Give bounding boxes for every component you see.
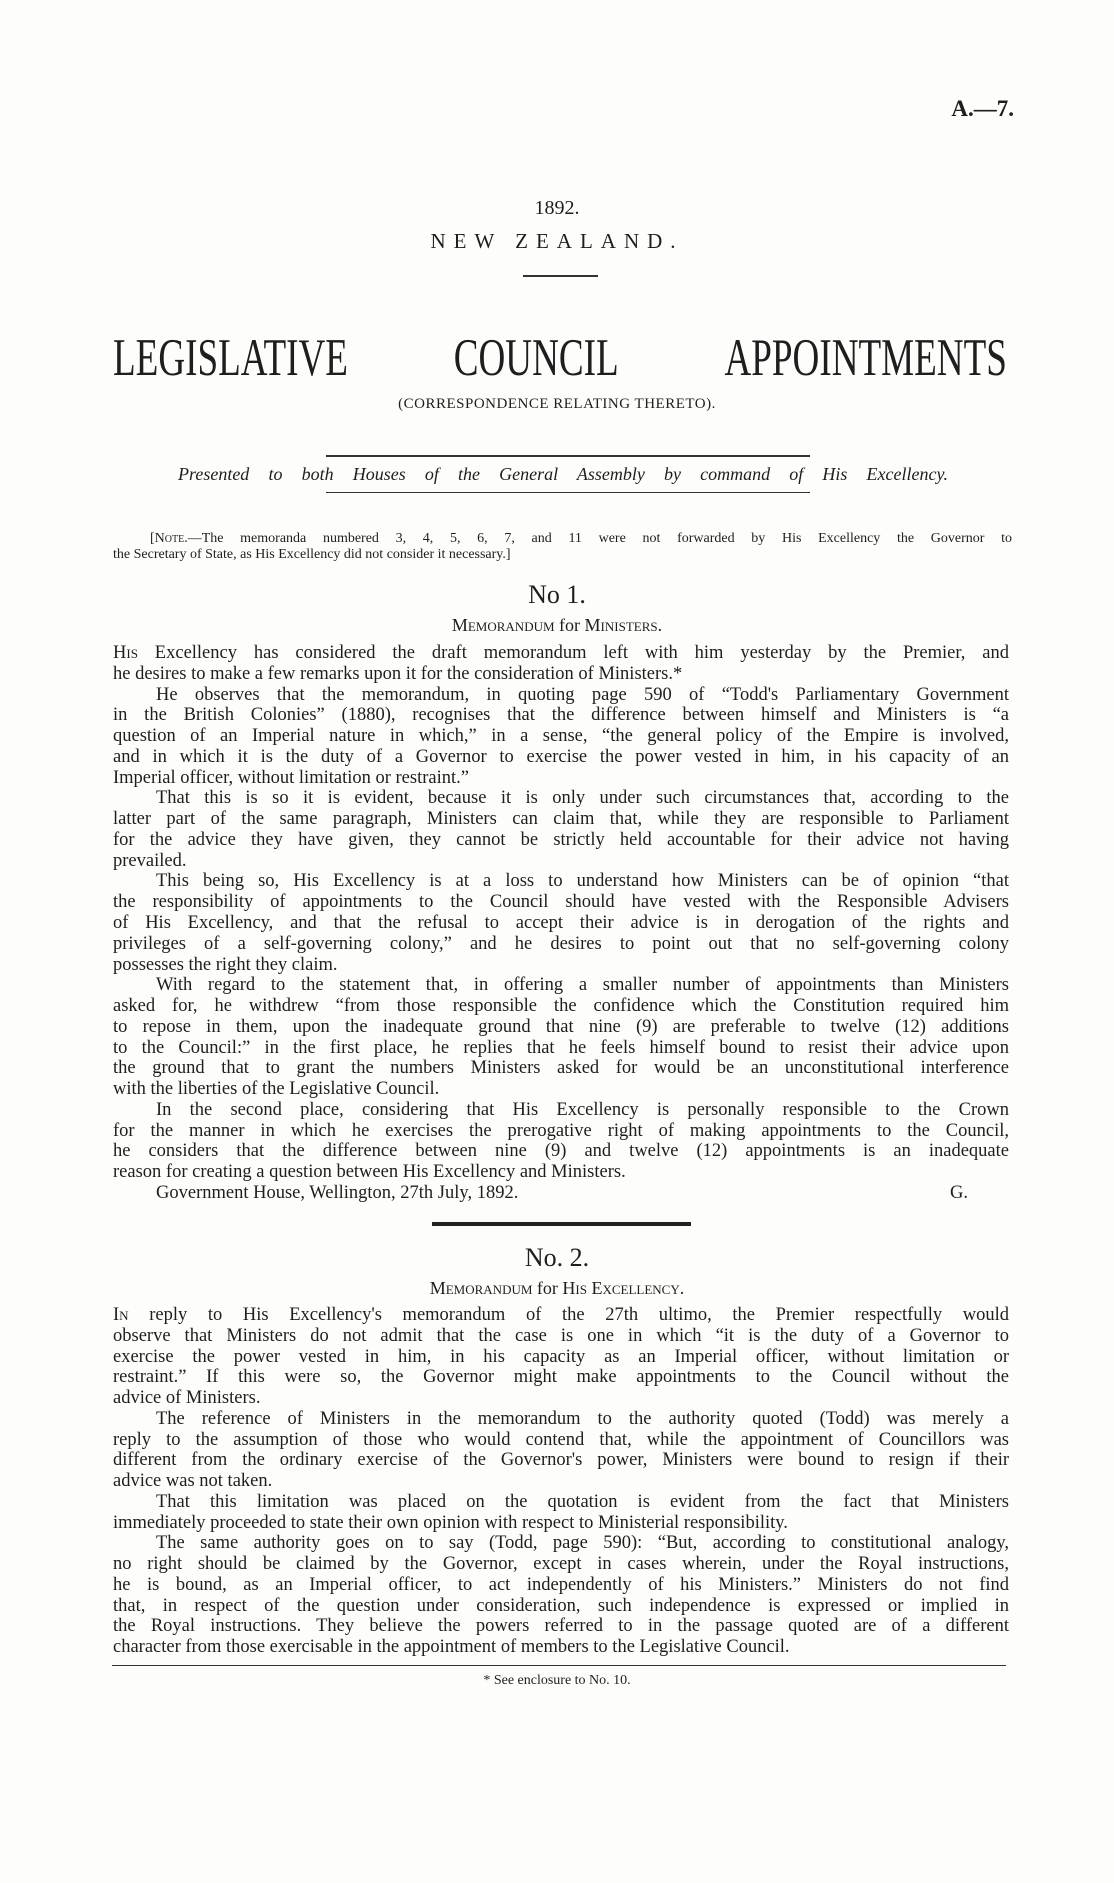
body-line: to the Council:” in the first place, he replies that he feels himself bound to resist their advice upon bbox=[113, 1037, 1009, 1058]
body-line: in the British Colonies” (1880), recognises that the difference between himself and Ministers is “a bbox=[113, 705, 1009, 726]
body-line: of His Excellency, and that the refusal to accept their advice is in derogation of the rights and bbox=[113, 913, 1009, 933]
body-line: reply to the assumption of those who would contend that, while the appointment of Councillors was bbox=[113, 1429, 1009, 1450]
body-line: to repose in them, upon the inadequate ground that nine (9) are preferable to twelve (12) additions bbox=[113, 1016, 1009, 1037]
divider bbox=[432, 1222, 691, 1226]
note-line-2: the Secretary of State, as His Excellency did not consider it necessary.] bbox=[113, 547, 511, 562]
divider bbox=[326, 492, 810, 493]
body-line: He observes that the memorandum, in quoting page 590 of “Todd's Parliamentary Government bbox=[156, 684, 1009, 705]
heading-part: His Excellency. bbox=[562, 1278, 685, 1298]
body-line: the responsibility of appointments to the Council should have vested with the Responsible Advisers bbox=[113, 892, 1009, 913]
body-line: that, in respect of the question under consideration, such independence is expressed or implied in bbox=[113, 1595, 1009, 1616]
footnote: * See enclosure to No. 10. bbox=[483, 1673, 631, 1688]
document-title bbox=[113, 328, 1007, 388]
note-text: —The memoranda numbered 3, 4, 5, 6, 7, and 11 were not forwarded by His Excellency the Governor to bbox=[187, 531, 1012, 546]
body-line: prevailed. bbox=[113, 850, 187, 871]
heading-part: Memorandum bbox=[429, 1278, 533, 1298]
body-line: privileges of a self-governing colony,” and he desires to point out that no self-governing colony bbox=[113, 933, 1009, 954]
note-lead: [Note. bbox=[150, 531, 188, 546]
line-text: Excellency has considered the draft memorandum left with him yesterday by the Premier, and bbox=[137, 643, 1009, 663]
heading-part: for bbox=[559, 615, 581, 635]
divider bbox=[523, 275, 598, 277]
memo-2-heading bbox=[0, 1278, 1114, 1299]
country-heading: NEW ZEALAND. bbox=[430, 229, 684, 253]
body-line: reason for creating a question between His Excellency and Ministers. bbox=[113, 1162, 626, 1183]
body-line: question of an Imperial nature in which,” in a sense, “the general policy of the Empire is involved, bbox=[113, 726, 1009, 747]
body-line: no right should be claimed by the Governor, except in cases wherein, under the Royal instructions, bbox=[113, 1554, 1009, 1574]
memo-2-number: No. 2. bbox=[524, 1243, 590, 1272]
lead-word: In bbox=[113, 1305, 129, 1325]
body-line: advice was not taken. bbox=[113, 1471, 273, 1491]
title-word: APPOINTMENTS bbox=[724, 329, 1007, 387]
body-line: The reference of Ministers in the memorandum to the authority quoted (Todd) was merely a bbox=[156, 1408, 1009, 1429]
body-line: That this limitation was placed on the quotation is evident from the fact that Ministers bbox=[156, 1491, 1009, 1512]
body-line: with the liberties of the Legislative Council. bbox=[113, 1079, 440, 1100]
memo-1-number: No 1. bbox=[528, 580, 586, 609]
body-line: and in which it is the duty of a Governor to exercise the power vested in him, in his capacity of an bbox=[113, 746, 1009, 767]
memo-1-signature: G. bbox=[950, 1183, 968, 1203]
lead-word: His bbox=[113, 643, 138, 663]
body-line: latter part of the same paragraph, Ministers can claim that, while they are responsible to Parliament bbox=[113, 809, 1009, 830]
body-line: character from those exercisable in the appointment of members to the Legislative Council. bbox=[113, 1637, 790, 1657]
body-line: In the second place, considering that His Excellency is personally responsible to the Crown bbox=[156, 1099, 1009, 1120]
body-line: observe that Ministers do not admit that the case is one in which “it is the duty of a Governor to bbox=[113, 1325, 1009, 1346]
document-year: 1892. bbox=[534, 197, 580, 219]
body-line bbox=[113, 643, 1009, 663]
body-line: With regard to the statement that, in offering a smaller number of appointments than Ministers bbox=[156, 975, 1009, 996]
title-word: COUNCIL bbox=[453, 329, 619, 387]
footnote-divider bbox=[112, 1665, 1006, 1666]
body-line: for the manner in which he exercises the prerogative right of making appointments to the Council, bbox=[113, 1120, 1009, 1141]
body-line: immediately proceeded to state their own opinion with respect to Ministerial responsibility. bbox=[113, 1512, 788, 1533]
title-word: LEGISLATIVE bbox=[113, 329, 348, 387]
body-line: for the advice they have given, they cannot be strictly held accountable for their advice not having bbox=[113, 829, 1009, 850]
body-line: exercise the power vested in him, in his capacity as an Imperial officer, without limitation or bbox=[113, 1346, 1009, 1367]
body-line: the ground that to grant the numbers Ministers asked for would be an unconstitutional interference bbox=[113, 1058, 1009, 1079]
note-line-1 bbox=[150, 531, 1012, 547]
body-line bbox=[113, 1305, 1009, 1325]
heading-part: Memorandum bbox=[451, 615, 555, 635]
body-line: Imperial officer, without limitation or restraint.” bbox=[113, 767, 469, 788]
body-line: asked for, he withdrew “from those responsible the confidence which the Constitution required him bbox=[113, 996, 1009, 1017]
body-line: he considers that the difference between nine (9) and twelve (12) appointments is an inadequate bbox=[113, 1141, 1009, 1162]
memo-1-heading bbox=[0, 615, 1114, 636]
document-subtitle: (CORRESPONDENCE RELATING THERETO). bbox=[398, 396, 716, 412]
body-line: The same authority goes on to say (Todd, page 590): “But, according to constitutional analogy, bbox=[156, 1533, 1009, 1554]
body-line: possesses the right they claim. bbox=[113, 954, 338, 975]
body-line: the Royal instructions. They believe the powers referred to in the passage quoted are of a different bbox=[113, 1616, 1009, 1637]
body-line: he is bound, as an Imperial officer, to act independently of his Ministers.” Ministers do not find bbox=[113, 1574, 1009, 1595]
heading-part: Ministers. bbox=[584, 615, 663, 635]
body-line: different from the ordinary exercise of the Governor's power, Ministers were bound to resign if their bbox=[113, 1450, 1009, 1471]
body-line: he desires to make a few remarks upon it for the consideration of Ministers.* bbox=[113, 663, 683, 684]
body-line: restraint.” If this were so, the Governor might make appointments to the Council without the bbox=[113, 1367, 1009, 1388]
body-line: This being so, His Excellency is at a loss to understand how Ministers can be of opinion “that bbox=[156, 871, 1009, 892]
memo-1-signoff: Government House, Wellington, 27th July, 1892. bbox=[156, 1183, 519, 1203]
line-text: reply to His Excellency's memorandum of the 27th ultimo, the Premier respectfully would bbox=[128, 1305, 1009, 1325]
presented-line: Presented to both Houses of the General Assembly by command of His Excellency. bbox=[178, 464, 948, 484]
body-line: advice of Ministers. bbox=[113, 1388, 261, 1408]
heading-part: for bbox=[536, 1278, 558, 1298]
divider bbox=[326, 455, 810, 457]
body-line: That this is so it is evident, because it is only under such circumstances that, according to the bbox=[156, 788, 1009, 809]
document-reference: A.—7. bbox=[951, 96, 1014, 121]
